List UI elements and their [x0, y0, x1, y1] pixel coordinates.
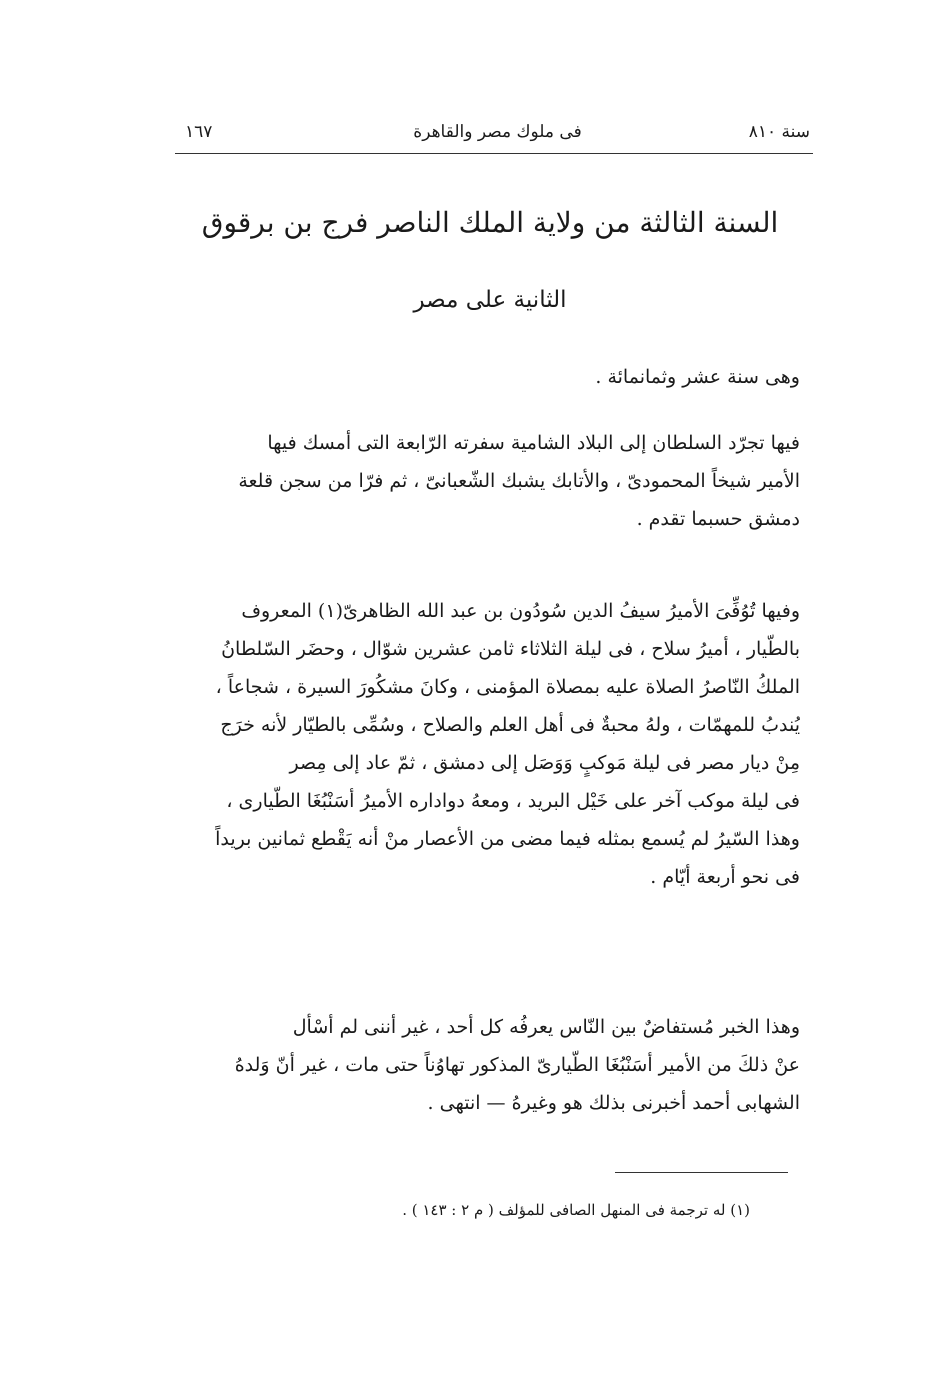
text-line: بالطّيار ، أميرُ سلاح ، فى ليلة الثلاثاء ثامن عشرين شوّال ، وحضَر السّلطانُ — [221, 638, 800, 660]
chapter-subtitle: الثانية على مصر — [413, 287, 567, 313]
text-line: يُندبُ للمهمّات ، ولهُ محبةٌ فى أهل العلم والصلاح ، وسُمِّى بالطيّار لأنه خرَج — [220, 714, 800, 736]
text-line: عنْ ذلكَ من الأمير أسَنْبُغَا الطّيارىّ المذكور تهاوُناً حتى مات ، غير أنّ وَلدهُ — [234, 1054, 800, 1076]
text-line: الشهابى أحمد أخبرنى بذلك هو وغيرهُ — انتهى . — [427, 1092, 800, 1114]
header-divider — [175, 153, 813, 154]
text-line: وهى سنة عشر وثمانمائة . — [595, 366, 800, 388]
text-line: وهذا السّيرُ لم يُسمع بمثله فيما مضى من الأعصار منْ أنه يَقْطع ثمانين بريداً — [215, 828, 800, 850]
year-label: سنة ٨١٠ — [748, 122, 810, 142]
footnote-divider — [615, 1172, 788, 1173]
paragraph-sultan-journey — [160, 424, 800, 538]
paragraph-year — [160, 358, 800, 396]
text-line: فى نحو أربعة أيّام . — [650, 866, 800, 888]
text-line: وهذا الخبر مُستفاضٌ بين النّاس يعرفُه كل أحد ، غير أننى لم أسْأل — [292, 1016, 800, 1038]
footnote: (١) له ترجمة فى المنهل الصافى للمؤلف ( م ٢ : ١٤٣ ) . — [402, 1201, 750, 1219]
text-line: الملكُ النّاصرُ الصلاة عليه بمصلاة المؤمنى ، وكانَ مشكُورَ السيرة ، شجاعاً ، — [215, 676, 800, 698]
page-number: ١٦٧ — [185, 122, 213, 142]
paragraph-obituary — [160, 592, 800, 896]
text-line: الأمير شيخاً المحمودىّ ، والأتابك يشبك الشّعبانىّ ، ثم فرّا من سجن قلعة — [238, 470, 800, 492]
text-line: فيها تجرّد السلطان إلى البلاد الشامية سفرته الرّابعة التى أمسك فيها — [267, 432, 800, 454]
text-line: مِنْ ديار مصر فى ليلة مَوكبٍ وَوَصَل إلى دمشق ، ثمّ عاد إلى مِصر — [289, 752, 800, 774]
paragraph-report — [160, 1008, 800, 1122]
chapter-title: السنة الثالثة من ولاية الملك الناصر فرج بن برقوق — [201, 206, 779, 239]
text-line: فى ليلة موكب آخر على خَيْل البريد ، ومعهُ دواداره الأميرُ أسَنْبُغَا الطّيارى ، — [226, 790, 800, 812]
running-header — [185, 118, 810, 150]
book-title: فى ملوك مصر والقاهرة — [413, 122, 582, 142]
text-line: دمشق حسبما تقدم . — [636, 508, 800, 530]
text-line: وفيها تُوُفِّىَ الأميرُ سيفُ الدين سُودُون بن عبد الله الظاهرىّ(١) المعروف — [241, 600, 800, 622]
